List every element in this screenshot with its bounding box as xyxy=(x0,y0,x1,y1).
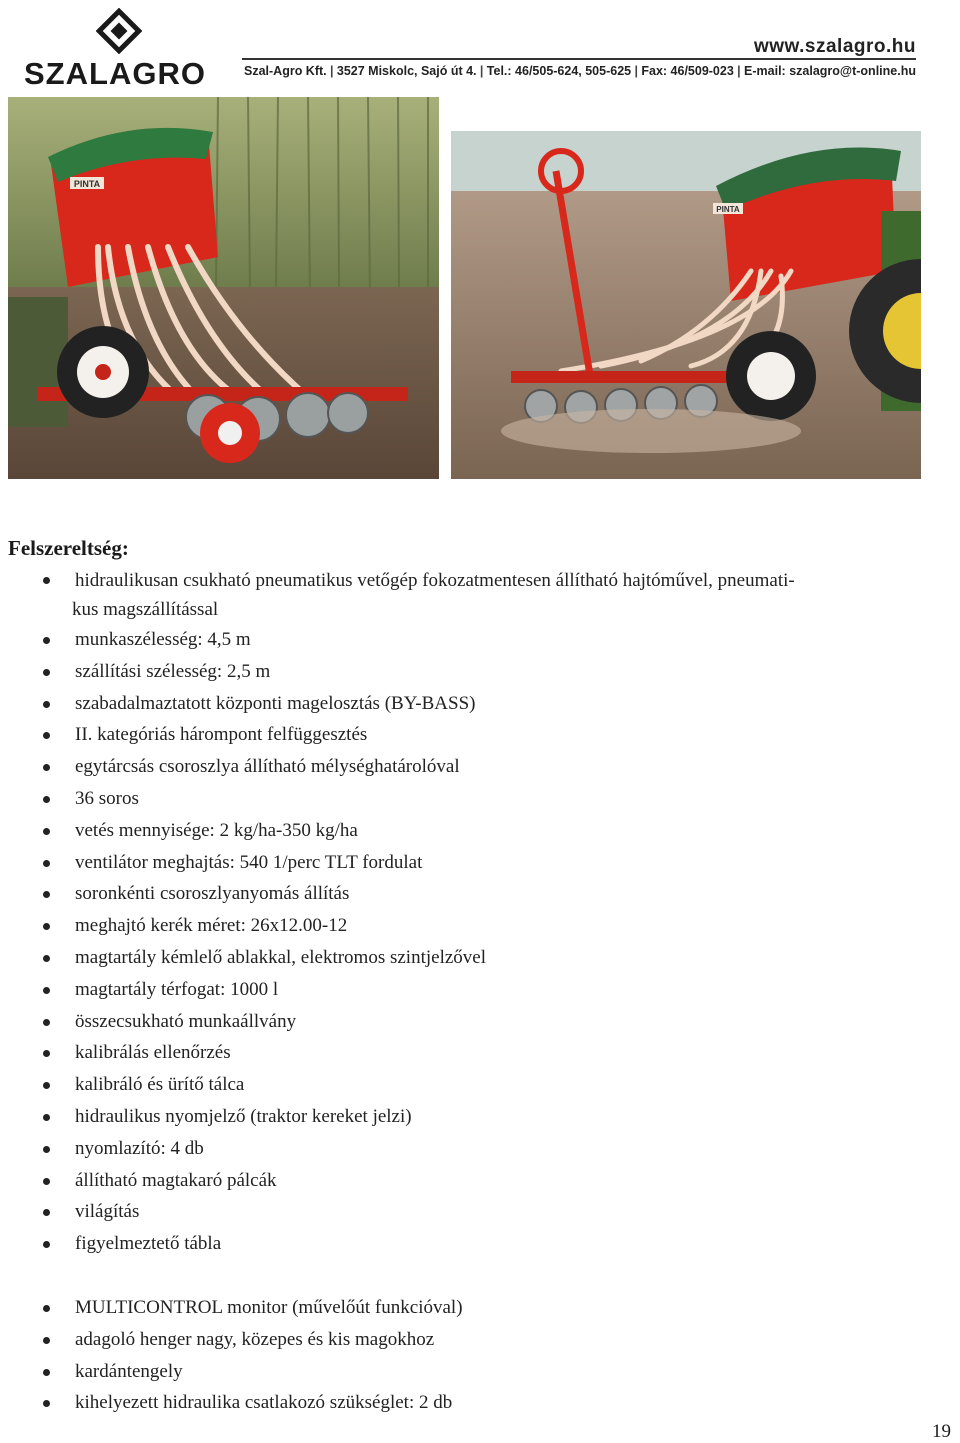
company-fax: Fax: 46/509-023 xyxy=(641,64,734,78)
logo-diamond-icon xyxy=(96,8,142,54)
optional-equipment-list xyxy=(0,1292,960,1419)
list-item: soronkénti csoroszlyanyomás állítás xyxy=(0,878,960,910)
separator: | xyxy=(634,64,638,78)
company-address: 3527 Miskolc, Sajó út 4. xyxy=(336,64,477,78)
website-url[interactable]: www.szalagro.hu xyxy=(754,36,916,57)
list-item: kihelyezett hidraulika csatlakozó szükséglet: 2 db xyxy=(0,1387,960,1419)
list-item: kardántengely xyxy=(0,1356,960,1388)
list-item: szabadalmaztatott központi magelosztás (BY-BASS) xyxy=(0,688,960,720)
seed-drill-photo-right xyxy=(451,131,921,479)
seed-drill-photo-left xyxy=(8,97,439,479)
list-item: 36 soros xyxy=(0,783,960,815)
company-phone: Tel.: 46/505-624, 505-625 xyxy=(486,64,632,78)
list-item: állítható magtakaró pálcák xyxy=(0,1165,960,1197)
separator: | xyxy=(479,64,484,78)
list-item: munkaszélesség: 4,5 m xyxy=(0,624,960,656)
company-logo xyxy=(24,8,206,91)
list-item: II. kategóriás hárompont felfüggesztés xyxy=(0,719,960,751)
separator: | xyxy=(330,64,334,78)
list-item: meghajtó kerék méret: 26x12.00-12 xyxy=(0,910,960,942)
list-item: figyelmeztető tábla xyxy=(0,1228,960,1260)
list-item: magtartály térfogat: 1000 l xyxy=(0,974,960,1006)
list-item: hidraulikusan csukható pneumatikus vetőgép fokozatmentesen állítható hajtóművel, pneumati- kus magszállítással xyxy=(0,566,960,624)
company-email[interactable]: E-mail: szalagro@t-online.hu xyxy=(744,64,916,78)
company-name: Szal-Agro Kft. xyxy=(244,64,327,78)
list-item: világítás xyxy=(0,1196,960,1228)
list-item: nyomlazító: 4 db xyxy=(0,1133,960,1165)
list-item: magtartály kémlelő ablakkal, elektromos szintjelzővel xyxy=(0,942,960,974)
logo-wordmark: SZALAGRO xyxy=(24,56,206,91)
header-divider xyxy=(242,58,916,60)
list-item: hidraulikus nyomjelző (traktor kereket jelzi) xyxy=(0,1101,960,1133)
list-item: összecsukható munkaállvány xyxy=(0,1006,960,1038)
list-item: ventilátor meghajtás: 540 1/perc TLT fordulat xyxy=(0,847,960,879)
hopper-label: PINTA xyxy=(716,205,740,214)
contact-bar xyxy=(244,64,916,78)
page-number: 19 xyxy=(932,1421,951,1442)
list-item: kalibrálás ellenőrzés xyxy=(0,1037,960,1069)
list-item: kalibráló és ürítő tálca xyxy=(0,1069,960,1101)
section-title: Felszereltség: xyxy=(8,536,129,560)
list-item: adagoló henger nagy, közepes és kis magokhoz xyxy=(0,1324,960,1356)
list-item: MULTICONTROL monitor (művelőút funkcióval) xyxy=(0,1292,960,1324)
separator: | xyxy=(737,64,741,78)
hopper-label: PINTA xyxy=(73,179,101,189)
list-item: egytárcsás csoroszlya állítható mélységhatárolóval xyxy=(0,751,960,783)
list-item: vetés mennyisége: 2 kg/ha-350 kg/ha xyxy=(0,815,960,847)
features-list xyxy=(0,566,960,1260)
list-item: szállítási szélesség: 2,5 m xyxy=(0,656,960,688)
